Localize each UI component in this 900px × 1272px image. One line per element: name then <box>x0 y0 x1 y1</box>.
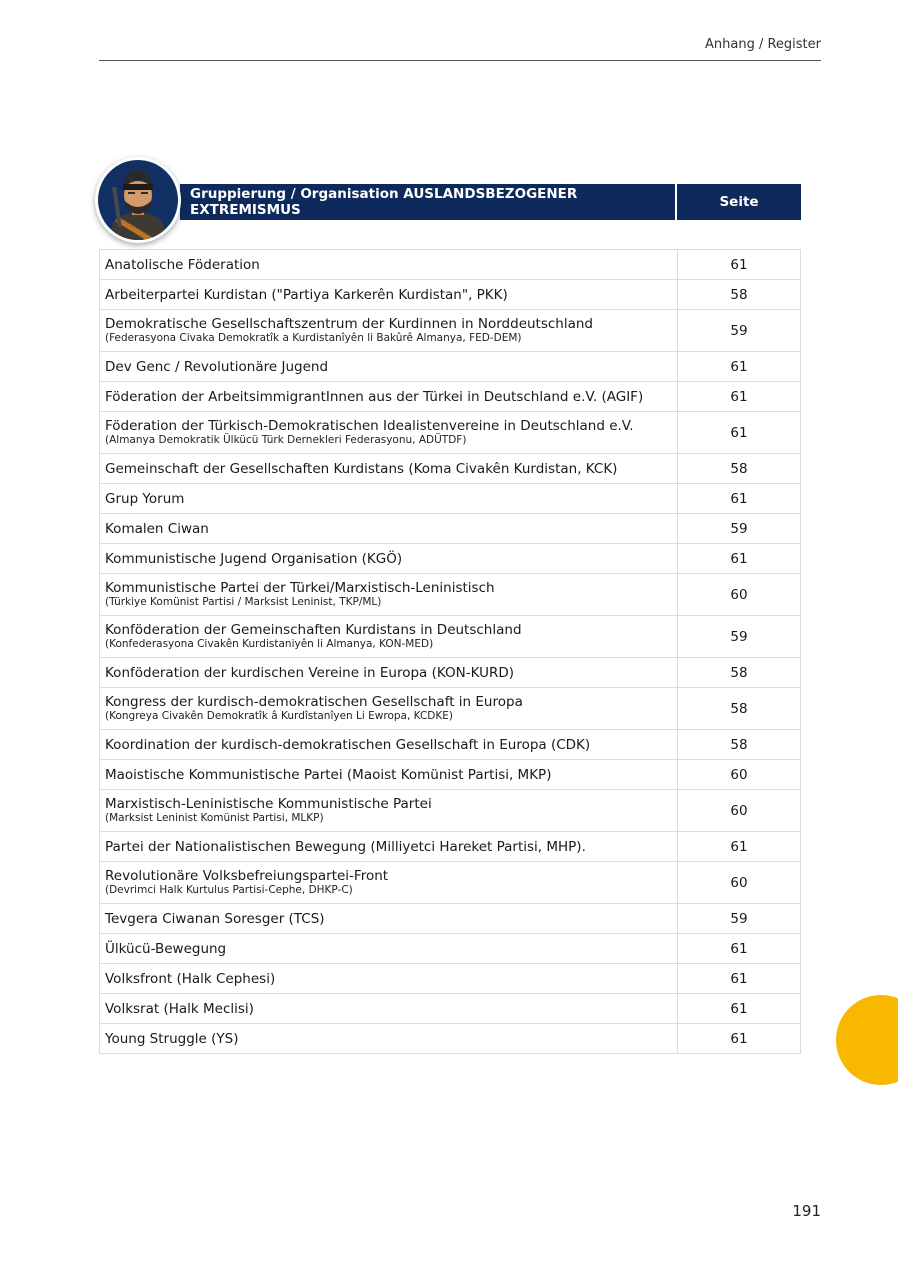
table-row <box>100 574 801 616</box>
organisation-cell <box>100 454 678 484</box>
organisation-name: Konföderation der Gemeinschaften Kurdistans in Deutschland <box>105 622 522 638</box>
masked-militant-avatar-icon <box>95 157 181 243</box>
table-row <box>100 832 801 862</box>
organisation-cell <box>100 688 678 730</box>
page-reference: 58 <box>678 688 801 730</box>
table-row <box>100 484 801 514</box>
page-reference: 60 <box>678 574 801 616</box>
table-row <box>100 1024 801 1054</box>
organisation-original-name: (Türkiye Komünist Partisi / Marksist Leninist, TKP/ML) <box>105 596 382 608</box>
organisation-original-name: (Devrimci Halk Kurtulus Partisi-Cephe, DHKP-C) <box>105 884 353 896</box>
page-reference: 61 <box>678 382 801 412</box>
page-reference: 61 <box>678 934 801 964</box>
register-table-body <box>100 250 801 1054</box>
organisation-cell <box>100 514 678 544</box>
organisation-name: Kongress der kurdisch-demokratischen Gesellschaft in Europa <box>105 694 523 710</box>
table-header-page-column: Seite <box>719 194 759 210</box>
organisation-name: Dev Genc / Revolutionäre Jugend <box>105 358 329 375</box>
table-row <box>100 616 801 658</box>
organisation-cell <box>100 310 678 352</box>
organisation-cell <box>100 412 678 454</box>
organisation-name: Tevgera Ciwanan Soresger (TCS) <box>105 910 325 927</box>
organisation-cell <box>100 382 678 412</box>
page-reference: 61 <box>678 964 801 994</box>
organisation-name: Young Struggle (YS) <box>105 1030 239 1047</box>
organisation-name: Kommunistische Partei der Türkei/Marxistisch-Leninistisch <box>105 580 495 596</box>
organisation-cell <box>100 484 678 514</box>
organisation-name: Maoistische Kommunistische Partei (Maoist Komünist Partisi, MKP) <box>105 766 552 783</box>
organisation-cell <box>100 790 678 832</box>
table-row <box>100 310 801 352</box>
organisation-name: Volksfront (Halk Cephesi) <box>105 970 276 987</box>
organisation-name: Marxistisch-Leninistische Kommunistische Partei <box>105 796 432 812</box>
page-reference: 61 <box>678 352 801 382</box>
table-row <box>100 544 801 574</box>
organisation-name: Grup Yorum <box>105 490 185 507</box>
organisation-cell <box>100 904 678 934</box>
table-row <box>100 790 801 832</box>
page-reference: 59 <box>678 616 801 658</box>
organisation-name: Konföderation der kurdischen Vereine in Europa (KON-KURD) <box>105 664 515 681</box>
page-reference: 61 <box>678 484 801 514</box>
organisation-name: Revolutionäre Volksbefreiungspartei-Front <box>105 868 389 884</box>
table-header-title: Gruppierung / Organisation AUSLANDSBEZOGENER EXTREMISMUS <box>180 184 677 220</box>
organisation-cell <box>100 832 678 862</box>
table-row <box>100 688 801 730</box>
page-reference: 59 <box>678 904 801 934</box>
page-reference: 61 <box>678 994 801 1024</box>
table-row <box>100 658 801 688</box>
organisation-name: Gemeinschaft der Gesellschaften Kurdistans (Koma Civakên Kurdistan, KCK) <box>105 460 618 477</box>
organisation-cell <box>100 250 678 280</box>
table-row <box>100 862 801 904</box>
page-reference: 60 <box>678 790 801 832</box>
organisation-original-name: (Kongreya Civakên Demokratîk â Kurdîstanîyen Li Ewropa, KCDKE) <box>105 710 453 722</box>
running-head: Anhang / Register <box>705 37 821 52</box>
page-reference: 61 <box>678 1024 801 1054</box>
organisation-cell <box>100 1024 678 1054</box>
organisation-cell <box>100 934 678 964</box>
organisation-cell <box>100 730 678 760</box>
organisation-name: Föderation der ArbeitsimmigrantInnen aus der Türkei in Deutschland e.V. (AGIF) <box>105 388 644 405</box>
table-row <box>100 250 801 280</box>
page-reference: 58 <box>678 658 801 688</box>
table-row <box>100 454 801 484</box>
organisation-name: Föderation der Türkisch-Demokratischen Idealistenvereine in Deutschland e.V. <box>105 418 634 434</box>
organisation-name: Koordination der kurdisch-demokratischen Gesellschaft in Europa (CDK) <box>105 736 591 753</box>
organisation-name: Volksrat (Halk Meclisi) <box>105 1000 254 1017</box>
organisation-name: Demokratische Gesellschaftszentrum der Kurdinnen in Norddeutschland <box>105 316 594 332</box>
table-row <box>100 382 801 412</box>
chapter-tab-marker <box>836 995 900 1085</box>
organisation-name: Partei der Nationalistischen Bewegung (Milliyetci Hareket Partisi, MHP). <box>105 838 586 855</box>
table-row <box>100 994 801 1024</box>
table-header-bar <box>180 184 801 220</box>
organisation-cell <box>100 574 678 616</box>
table-row <box>100 904 801 934</box>
organisation-original-name: (Almanya Demokratik Ülkücü Türk Dernekleri Federasyonu, ADÜTDF) <box>105 434 467 446</box>
page-reference: 61 <box>678 544 801 574</box>
organisation-cell <box>100 760 678 790</box>
organisation-original-name: (Konfederasyona Civakên Kurdistaniyên li Almanya, KON-MED) <box>105 638 434 650</box>
table-row <box>100 514 801 544</box>
page-reference: 58 <box>678 454 801 484</box>
page-reference: 59 <box>678 310 801 352</box>
page-reference: 60 <box>678 760 801 790</box>
organisation-cell <box>100 544 678 574</box>
organisation-cell <box>100 658 678 688</box>
organisation-cell <box>100 994 678 1024</box>
header-rule <box>99 60 821 61</box>
page-reference: 59 <box>678 514 801 544</box>
organisation-original-name: (Federasyona Civaka Demokratîk a Kurdistanîyên li Bakûrê Almanya, FED-DEM) <box>105 332 522 344</box>
organisation-cell <box>100 862 678 904</box>
organisation-original-name: (Marksist Leninist Komünist Partisi, MLKP) <box>105 812 324 824</box>
page-reference: 61 <box>678 250 801 280</box>
page-reference: 61 <box>678 832 801 862</box>
page-reference: 60 <box>678 862 801 904</box>
table-row <box>100 730 801 760</box>
organisation-cell <box>100 352 678 382</box>
organisation-name: Komalen Ciwan <box>105 520 209 537</box>
page-reference: 58 <box>678 730 801 760</box>
table-row <box>100 934 801 964</box>
organisation-name: Arbeiterpartei Kurdistan ("Partiya Karkerên Kurdistan", PKK) <box>105 286 508 303</box>
table-row <box>100 412 801 454</box>
page-reference: 58 <box>678 280 801 310</box>
organisation-name: Kommunistische Jugend Organisation (KGÖ) <box>105 550 403 567</box>
register-table <box>99 249 801 1054</box>
organisation-name: Ülkücü-Bewegung <box>105 940 227 957</box>
table-row <box>100 964 801 994</box>
table-row <box>100 760 801 790</box>
table-row <box>100 280 801 310</box>
organisation-cell <box>100 280 678 310</box>
organisation-cell <box>100 616 678 658</box>
organisation-name: Anatolische Föderation <box>105 256 260 273</box>
organisation-cell <box>100 964 678 994</box>
table-row <box>100 352 801 382</box>
page-number: 191 <box>792 1202 821 1220</box>
page-reference: 61 <box>678 412 801 454</box>
